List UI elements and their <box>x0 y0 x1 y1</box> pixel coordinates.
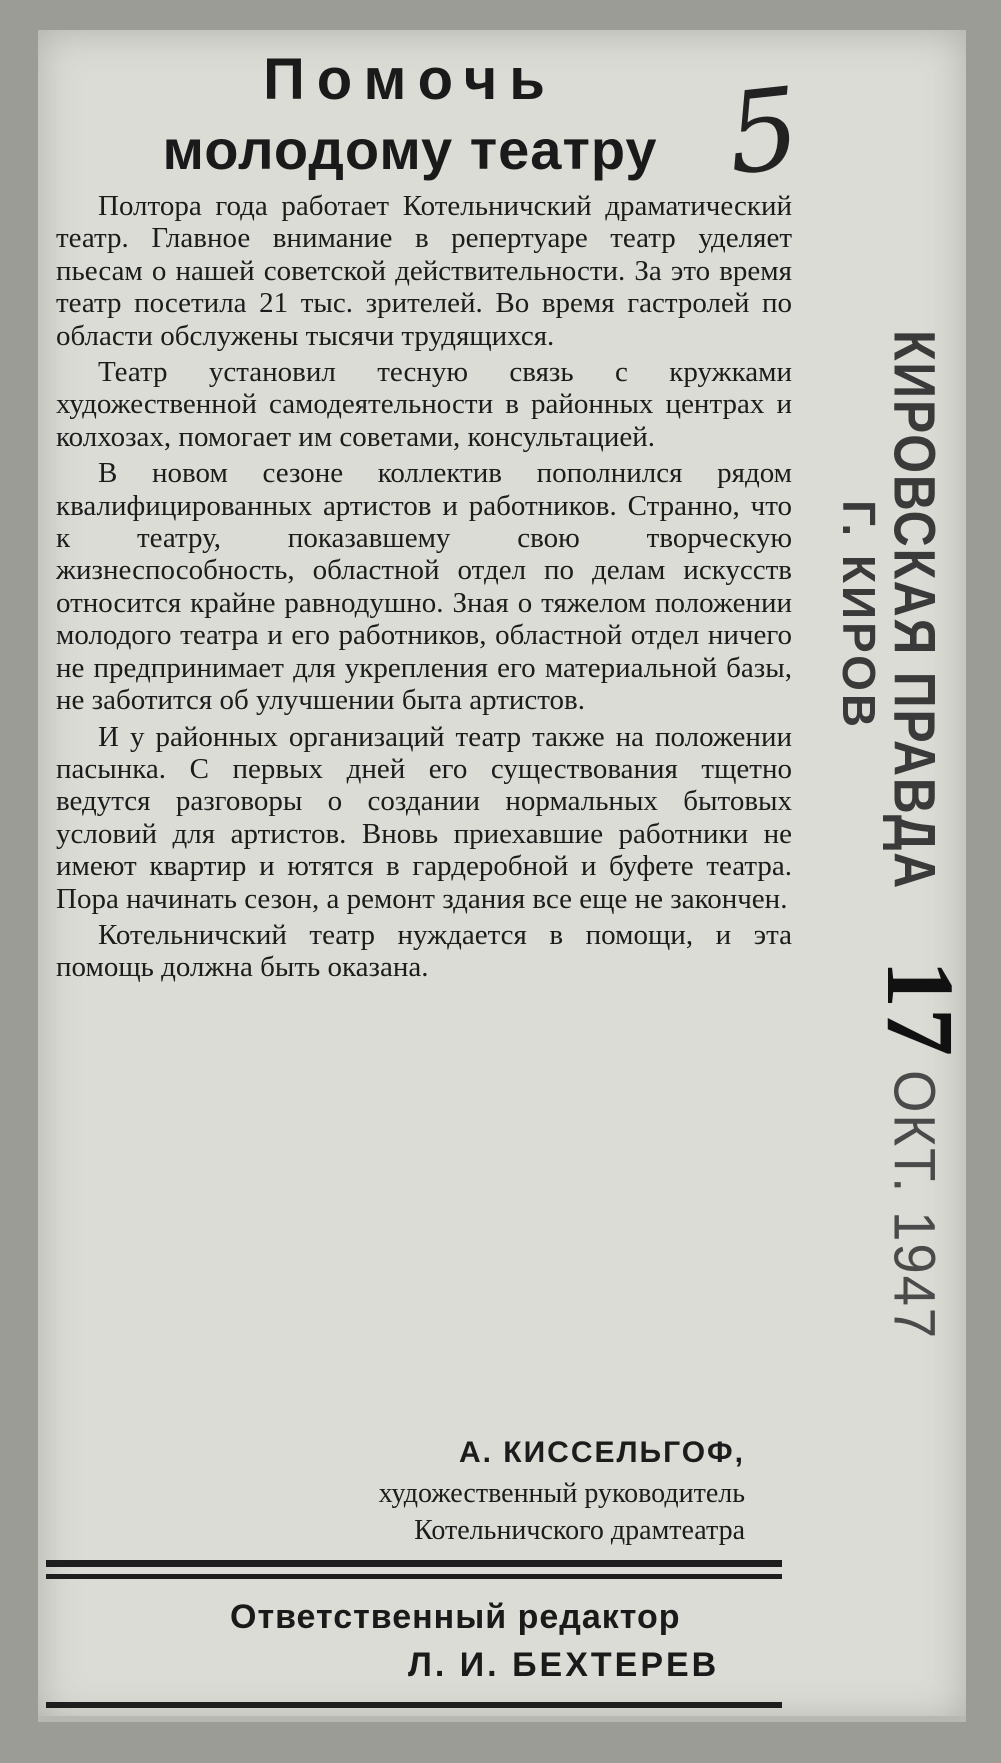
clipping-edge <box>38 1716 966 1722</box>
article-body <box>56 190 792 988</box>
article-paragraph-2: Театр установил тесную связь с кружками художественной самодеятельности в районных центрах и колхозах, помогает им советами, консультацией. <box>56 356 792 453</box>
divider-rule <box>46 1574 782 1579</box>
divider-rule <box>46 1560 782 1567</box>
article-paragraph-4: И у районных организаций театр также на положении пасынка. С первых дней его существования тщетно ведутся разговоры о создании нормальных бытовых условий для артистов. Вновь приехавшие работники не имеют квартир и ютятся в гардеробной и буфете театра. Пора начинать сезон, а ремонт здания все еще не закончен. <box>56 720 792 915</box>
bottom-rule <box>46 1702 782 1708</box>
author-role: художественный руководитель <box>378 1478 745 1509</box>
article-paragraph-1: Полтора года работает Котельничский драматический театр. Главное внимание в репертуаре театр уделяет пьесам о нашей советской действительности. За это время театр посетила 21 тыс. зрителей. Во время гастролей по области обслужены тысячи трудящихся. <box>56 190 792 352</box>
author-name: А. КИССЕЛЬГОФ, <box>458 1436 745 1469</box>
headline-line-2: молодому театру <box>162 118 658 181</box>
article-paragraph-3: В новом сезоне коллектив пополнился рядом квалифицированных артистов и работников. Странно, что к театру, показавшему свою творческую жизнеспособность, областной отдел по делам искусств относится крайне равнодушно. Зная о тяжелом положении молодого театра и его работников, областной отдел ничего не предпринимает для укрепления его материальной базы, не заботится об улучшении быта артистов. <box>56 457 792 717</box>
editor-title: Ответственный редактор <box>230 1598 681 1636</box>
editor-name: Л. И. БЕХТЕРЕВ <box>408 1646 720 1684</box>
handwritten-number: 5 <box>721 63 806 201</box>
author-organization: Котельничского драмтеатра <box>414 1515 745 1546</box>
date-stamp <box>800 330 980 1358</box>
headline-line-1: Помочь <box>263 47 557 112</box>
stamp-city: Г. КИРОВ <box>832 500 885 731</box>
article-paragraph-5: Котельничский театр нуждается в помощи, и эта помощь должна быть оказана. <box>56 918 792 984</box>
stamp-month-year: ОКТ. 1947 <box>881 1070 947 1358</box>
date-stamp-graphic <box>800 330 980 1358</box>
stamp-newspaper-name: КИРОВСКАЯ ПРАВДА <box>881 330 947 981</box>
stamp-day: 17 <box>866 960 974 1056</box>
